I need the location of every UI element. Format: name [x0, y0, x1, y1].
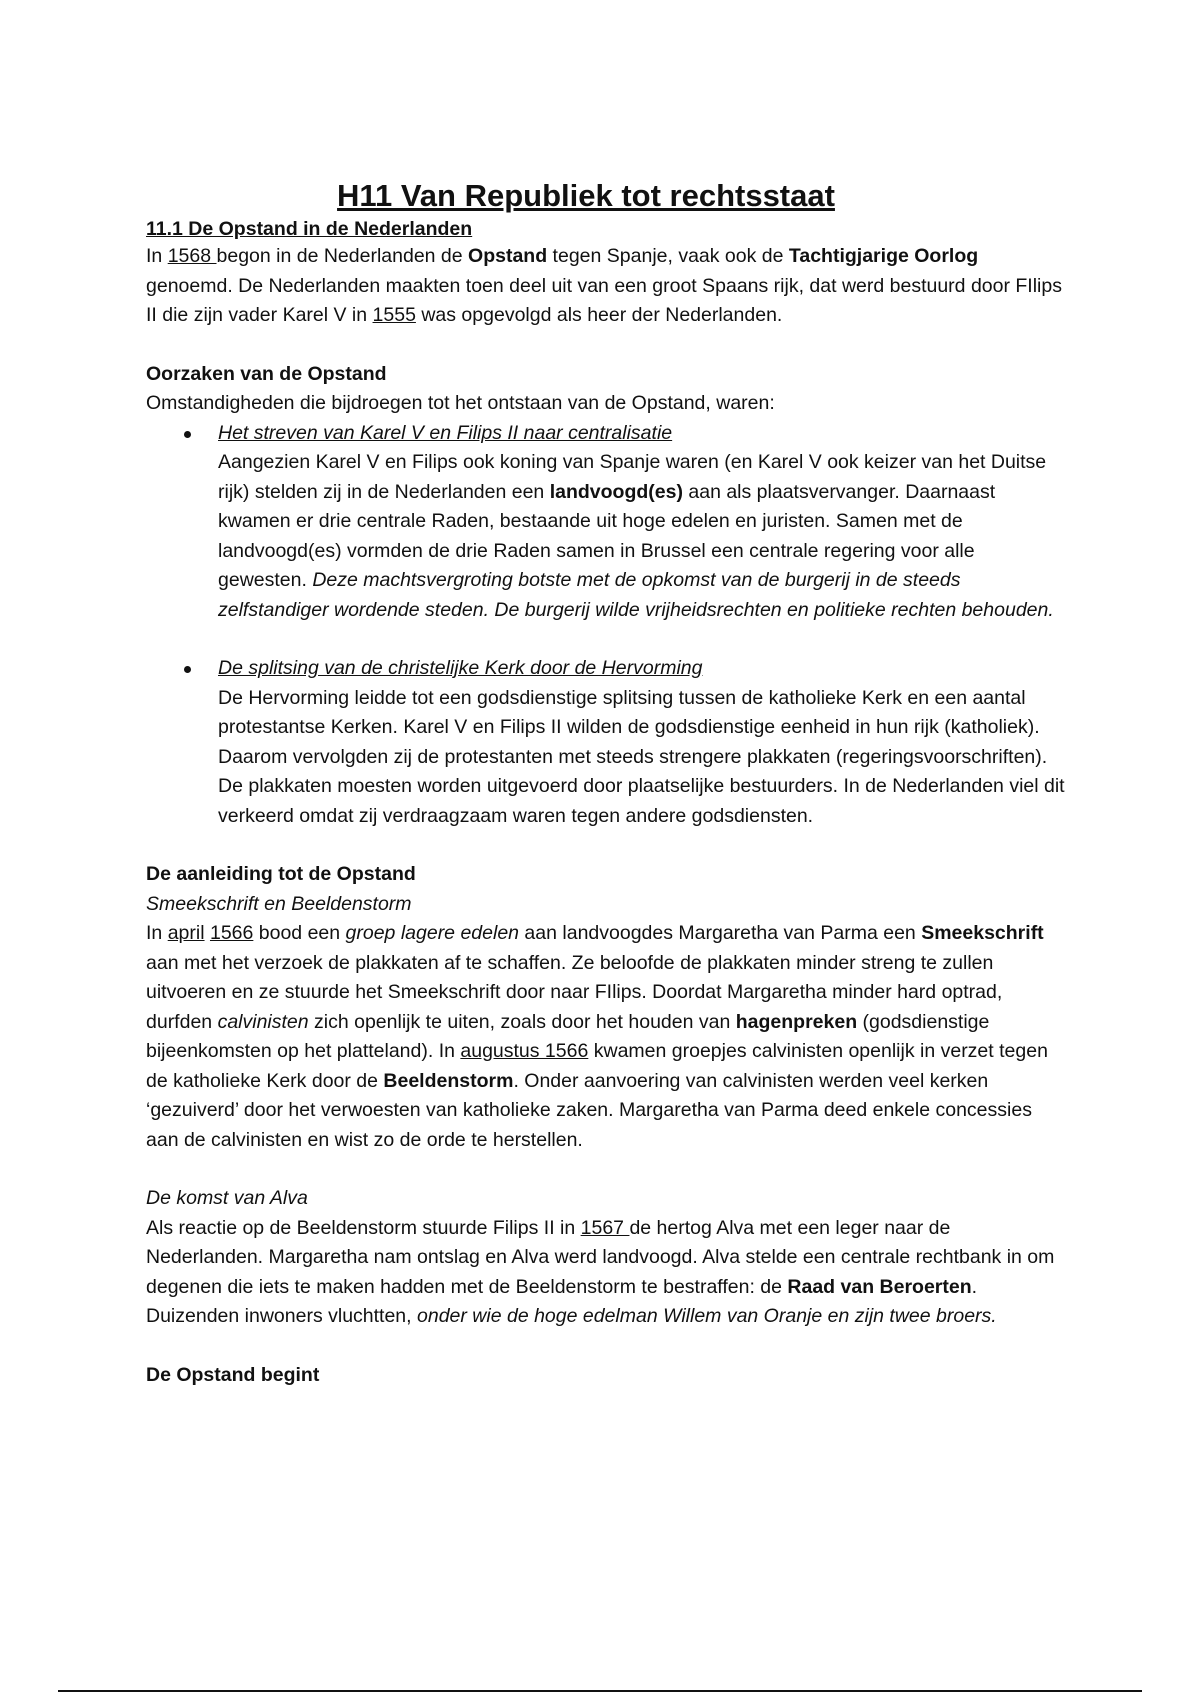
text: tegen Spanje, vaak ook de	[547, 245, 789, 267]
month-april: april	[167, 922, 205, 944]
bullet-icon	[184, 431, 191, 438]
text: was opgevolgd als heer der Nederlanden.	[415, 304, 783, 326]
year-1555: 1555	[372, 304, 416, 326]
intro-paragraph	[146, 242, 1066, 331]
bullet-title: Het streven van Karel V en Filips II naar centralisatie	[218, 421, 673, 444]
text: Aangezien Karel V en Filips ook koning van Spanje waren (en Karel V ook keizer van het Duitse rijk) stelden zij in de Nederlanden een	[218, 451, 1047, 503]
oorzaken-list	[146, 419, 1066, 832]
term-opstand: Opstand	[468, 245, 548, 267]
text: begon in de Nederlanden de	[216, 245, 469, 267]
term-calvinisten: calvinisten	[217, 1010, 309, 1033]
text: (godsdienstige bijeenkomsten op het platteland). In	[146, 1010, 990, 1062]
bullet-icon	[184, 666, 191, 673]
text: genoemd. De Nederlanden maakten toen deel uit van een groot Spaans rijk, dat werd bestuurd door FIlips II die zijn vader Karel V in	[146, 274, 1062, 326]
spacer	[146, 1332, 1066, 1361]
text: aan landvoogdes Margaretha van Parma een	[519, 922, 922, 944]
text: de hertog Alva met een leger naar de Nederlanden. Margaretha nam ontslag en Alva werd landvoogd. Alva stelde een centrale rechtbank in om degenen die iets te maken hadden met de Beeldenstorm te bestraffen: de	[146, 1216, 1055, 1298]
term-hagenpreken: hagenpreken	[735, 1010, 858, 1033]
text: De Hervorming leidde tot een godsdienstige splitsing tussen de katholieke Kerk en een aantal protestantse Kerken. Karel V en Filips II wilden de godsdienstige eenheid in hun rijk (katholiek). Daarom vervolgden zij de protestanten met steeds strengere plakkaten (regeringsvoorschriften). De plakkaten moesten worden uitgevoerd door plaatselijke bestuurders. In de Nederlanden viel dit verkeerd omdat zij verdraagzaam waren tegen andere godsdiensten.	[218, 686, 1065, 827]
footer-divider	[58, 1690, 1142, 1692]
bullet-title: De splitsing van de christelijke Kerk door de Hervorming	[218, 657, 703, 679]
spacer	[146, 331, 1066, 360]
text: aan met het verzoek de plakkaten af te schaffen. Ze beloofde de plakkaten minder streng te zullen uitvoeren en ze stuurde het Smeekschrift door naar FIlips. Doordat Margaretha minder hard optrad, durfden	[146, 951, 1003, 1033]
term-groep-lagere-edelen: groep lagere edelen	[345, 922, 520, 944]
heading-aanleiding: De aanleiding tot de Opstand	[146, 863, 416, 885]
text: In	[146, 922, 168, 944]
aanleiding-paragraph	[146, 919, 1066, 1155]
term-smeekschrift: Smeekschrift	[921, 922, 1044, 944]
document-page	[146, 168, 1066, 1390]
text-italic: onder wie de hoge edelman Willem van Oranje en zijn twee broers.	[417, 1305, 997, 1327]
heading-opstand-begint: De Opstand begint	[146, 1363, 320, 1386]
text-italic: Deze machtsvergroting botste met de opkomst van de burgerij in de steeds zelfstandiger wordende steden. De burgerij wilde vrijheidsrechten en politieke rechten behouden.	[218, 569, 1054, 621]
spacer	[146, 831, 1066, 860]
text: . Onder aanvoering van calvinisten werden veel kerken ‘gezuiverd’ door het verwoesten van katholieke zaken. Margaretha van Parma deed enkele concessies aan de calvinisten en wist zo de orde te herstellen.	[146, 1069, 1032, 1151]
oorzaken-lead: Omstandigheden die bijdroegen tot het ontstaan van de Opstand, waren:	[146, 392, 775, 414]
alva-paragraph	[146, 1214, 1066, 1332]
term-raad-van-beroerten: Raad van Beroerten	[787, 1275, 972, 1298]
year-1566: 1566	[209, 922, 254, 944]
subheading-alva: De komst van Alva	[146, 1187, 308, 1209]
list-item	[146, 419, 1066, 626]
subheading-smeekschrift: Smeekschrift en Beeldenstorm	[146, 892, 412, 915]
text: aan als plaatsvervanger. Daarnaast kwamen er drie centrale Raden, bestaande uit hoge edelen en juristen. Samen met de landvoogd(es) vormden de drie Raden samen in Brussel een centrale regering voor alle gewesten.	[218, 480, 996, 591]
year-1568: 1568	[167, 245, 217, 267]
section-heading: 11.1 De Opstand in de Nederlanden	[146, 218, 473, 240]
text: kwamen groepjes calvinisten openlijk in verzet tegen de katholieke Kerk door de	[146, 1040, 1048, 1092]
term-beeldenstorm: Beeldenstorm	[383, 1069, 514, 1092]
text: bood een	[253, 922, 346, 944]
document-title: H11 Van Republiek tot rechtsstaat	[337, 178, 835, 213]
heading-oorzaken: Oorzaken van de Opstand	[146, 362, 387, 385]
list-item	[146, 654, 1066, 831]
term-tachtigjarige-oorlog: Tachtigjarige Oorlog	[788, 245, 979, 267]
spacer	[146, 1155, 1066, 1184]
text: In	[146, 245, 168, 267]
term-landvoogd: landvoogd(es)	[549, 480, 683, 503]
text: zich openlijk te uiten, zoals door het houden van	[308, 1010, 736, 1033]
date-augustus-1566: augustus 1566	[460, 1040, 589, 1062]
text: Als reactie op de Beeldenstorm stuurde Filips II in	[146, 1216, 581, 1239]
text: . Duizenden inwoners vluchtten,	[146, 1275, 978, 1327]
year-1567: 1567	[580, 1216, 630, 1239]
